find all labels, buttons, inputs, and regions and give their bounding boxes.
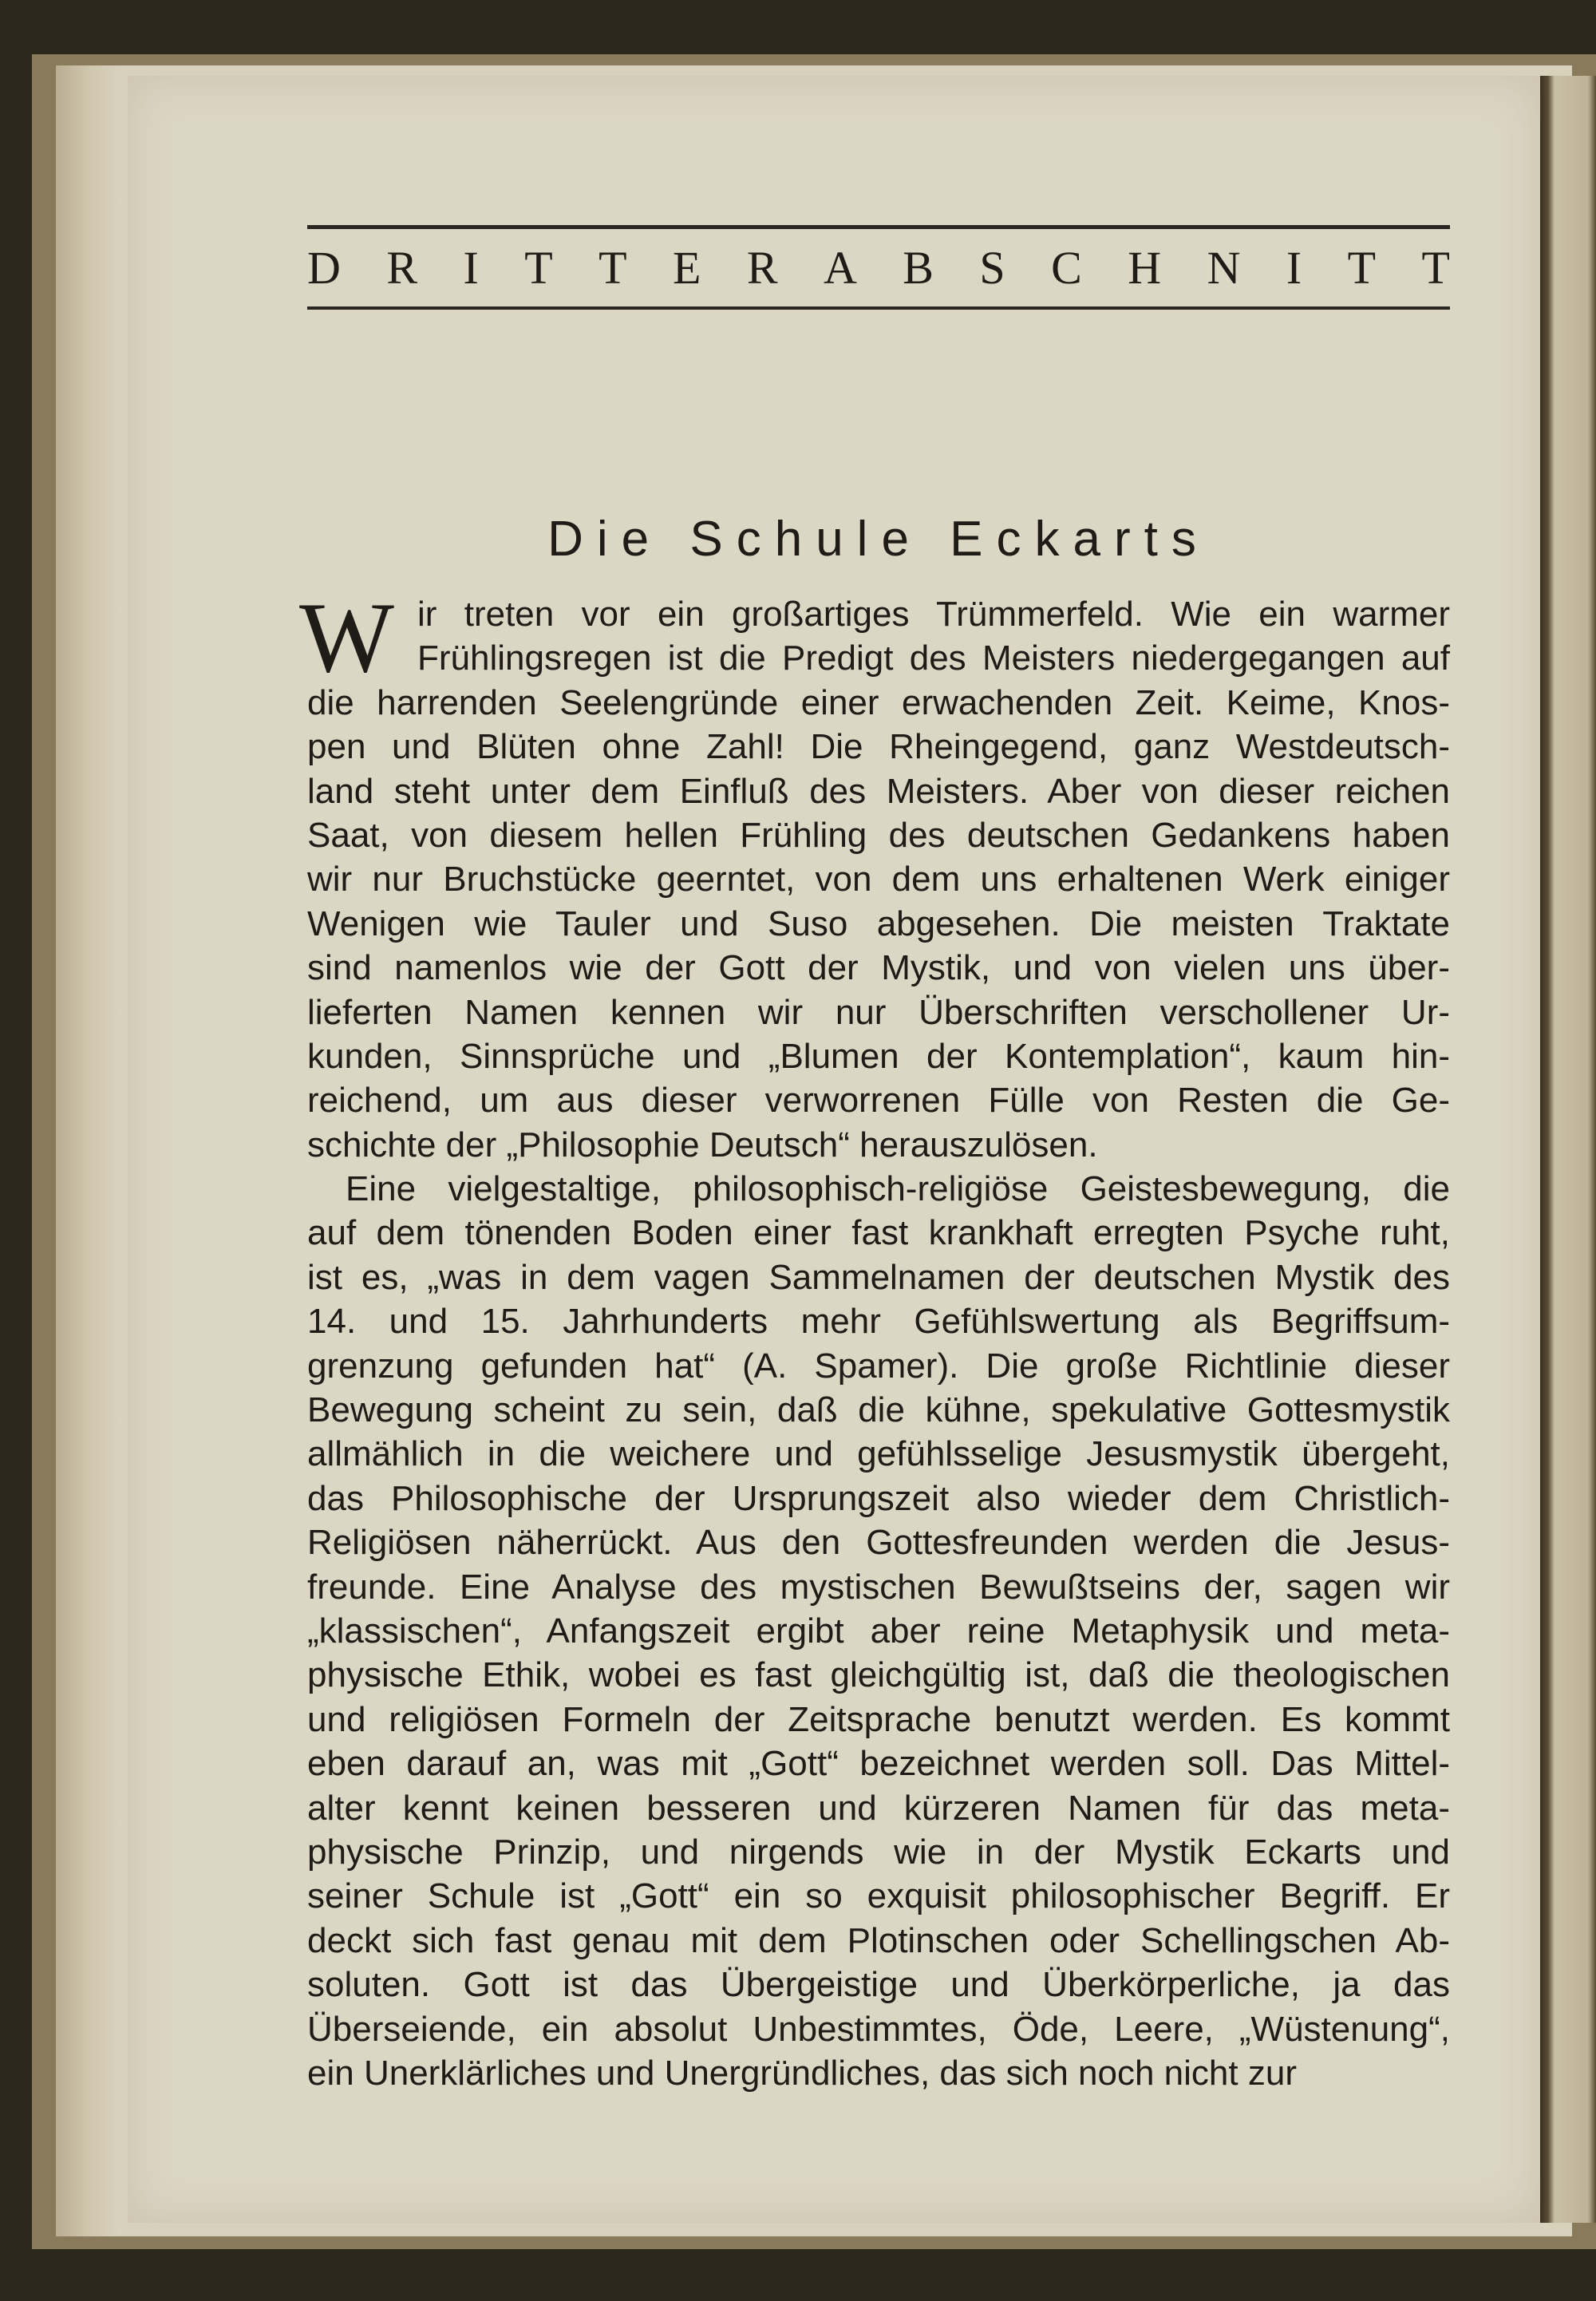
text-line: Überseiende, ein absolut Unbestimmtes, Öde, Leere, „Wüstenung“, [307, 2009, 1450, 2049]
chapter-title: Die Schule Eckarts [547, 512, 1210, 567]
section-heading-letter: S [979, 241, 1005, 294]
text-line: Saat, von diesem hellen Frühling des deutschen Gedankens haben [307, 815, 1450, 855]
text-line: physische Prinzip, und nirgends wie in der Mystik Eckarts und [307, 1832, 1450, 1872]
book-binding-right [1540, 76, 1596, 2223]
text-line: ist es, „was in dem vagen Sammelnamen der deutschen Mystik des [307, 1257, 1450, 1297]
section-heading [307, 239, 1450, 295]
text-line: ein Unerklärliches und Unergründliches, das sich noch nicht zur [307, 2053, 1297, 2093]
text-line: Frühlingsregen ist die Predigt des Meisters niedergegangen auf [417, 639, 1450, 678]
text-line: seiner Schule ist „Gott“ ein so exquisit philosophischer Begriff. Er [307, 1876, 1450, 1916]
text-line: auf dem tönenden Boden einer fast krankhaft erregten Psyche ruht, [307, 1213, 1450, 1253]
section-heading-letter: T [1347, 241, 1377, 294]
section-heading-letter: N [1207, 241, 1241, 294]
section-heading-letter: A [823, 241, 857, 294]
text-line: Bewegung scheint zu sein, daß die kühne, spekulative Gottesmystik [307, 1390, 1450, 1430]
text-line: Religiösen näherrückt. Aus den Gottesfreunden werden die Jesus- [307, 1523, 1450, 1563]
text-line: 14. und 15. Jahrhunderts mehr Gefühlswertung als Begriffsum- [307, 1302, 1450, 1342]
heading-rule-top [307, 225, 1450, 229]
section-heading-letter: B [903, 241, 934, 294]
section-heading-letter: E [672, 241, 701, 294]
section-heading-letter: T [524, 241, 553, 294]
body-text [307, 592, 1450, 2095]
text-line: „klassischen“, Anfangszeit ergibt aber reine Metaphysik und meta- [307, 1611, 1450, 1651]
text-line: schichte der „Philosophie Deutsch“ herauszulösen. [307, 1125, 1098, 1164]
text-line: pen und Blüten ohne Zahl! Die Rheingegend, ganz Westdeutsch- [307, 727, 1450, 767]
section-heading-letter: R [386, 241, 418, 294]
text-line: kunden, Sinnsprüche und „Blumen der Kontemplation“, kaum hin- [307, 1036, 1450, 1076]
section-heading-letter: H [1128, 241, 1162, 294]
text-line: wir nur Bruchstücke geerntet, von dem uns erhaltenen Werk einiger [307, 860, 1450, 899]
text-line: deckt sich fast genau mit dem Plotinschen oder Schellingschen Ab- [307, 1920, 1450, 1960]
text-line: ir treten vor ein großartiges Trümmerfeld. Wie ein warmer [417, 595, 1450, 634]
drop-cap: W [299, 583, 394, 694]
section-heading-letter: C [1051, 241, 1082, 294]
text-line: Wenigen wie Tauler und Suso abgesehen. Die meisten Traktate [307, 903, 1450, 943]
text-line: das Philosophische der Ursprungszeit also wieder dem Christlich- [307, 1478, 1450, 1518]
text-line: physische Ethik, wobei es fast gleichgültig ist, daß die theologischen [307, 1655, 1450, 1695]
heading-rule-bottom [307, 306, 1450, 310]
text-line: allmählich in die weichere und gefühlsselige Jesusmystik übergeht, [307, 1434, 1450, 1474]
text-line: eben darauf an, was mit „Gott“ bezeichnet werden soll. Das Mittel- [307, 1744, 1450, 1784]
text-line: sind namenlos wie der Gott der Mystik, und von vielen uns über- [307, 948, 1450, 988]
text-line: Eine vielgestaltige, philosophisch-religiöse Geistesbewegung, die [346, 1169, 1450, 1209]
section-heading-letter: T [1421, 241, 1450, 294]
text-line: freunde. Eine Analyse des mystischen Bewußtseins der, sagen wir [307, 1567, 1450, 1607]
section-heading-letter: R [746, 241, 778, 294]
text-line: die harrenden Seelengründe einer erwachenden Zeit. Keime, Knos- [307, 682, 1450, 722]
text-line: alter kennt keinen besseren und kürzeren Namen für das meta- [307, 1788, 1450, 1828]
text-line: grenzung gefunden hat“ (A. Spamer). Die große Richtlinie dieser [307, 1346, 1450, 1386]
text-line: soluten. Gott ist das Übergeistige und Überkörperliche, ja das [307, 1965, 1450, 2005]
text-line: und religiösen Formeln der Zeitsprache benutzt werden. Es kommt [307, 1699, 1450, 1739]
section-heading-letter: D [307, 241, 341, 294]
section-heading-letter: I [1286, 241, 1302, 294]
text-line: lieferten Namen kennen wir nur Überschriften verschollener Ur- [307, 992, 1450, 1032]
text-line: reichend, um aus dieser verworrenen Fülle von Resten die Ge- [307, 1081, 1450, 1121]
section-heading-letter: I [463, 241, 479, 294]
section-heading-letter: T [598, 241, 627, 294]
text-line: land steht unter dem Einfluß des Meisters. Aber von dieser reichen [307, 771, 1450, 811]
